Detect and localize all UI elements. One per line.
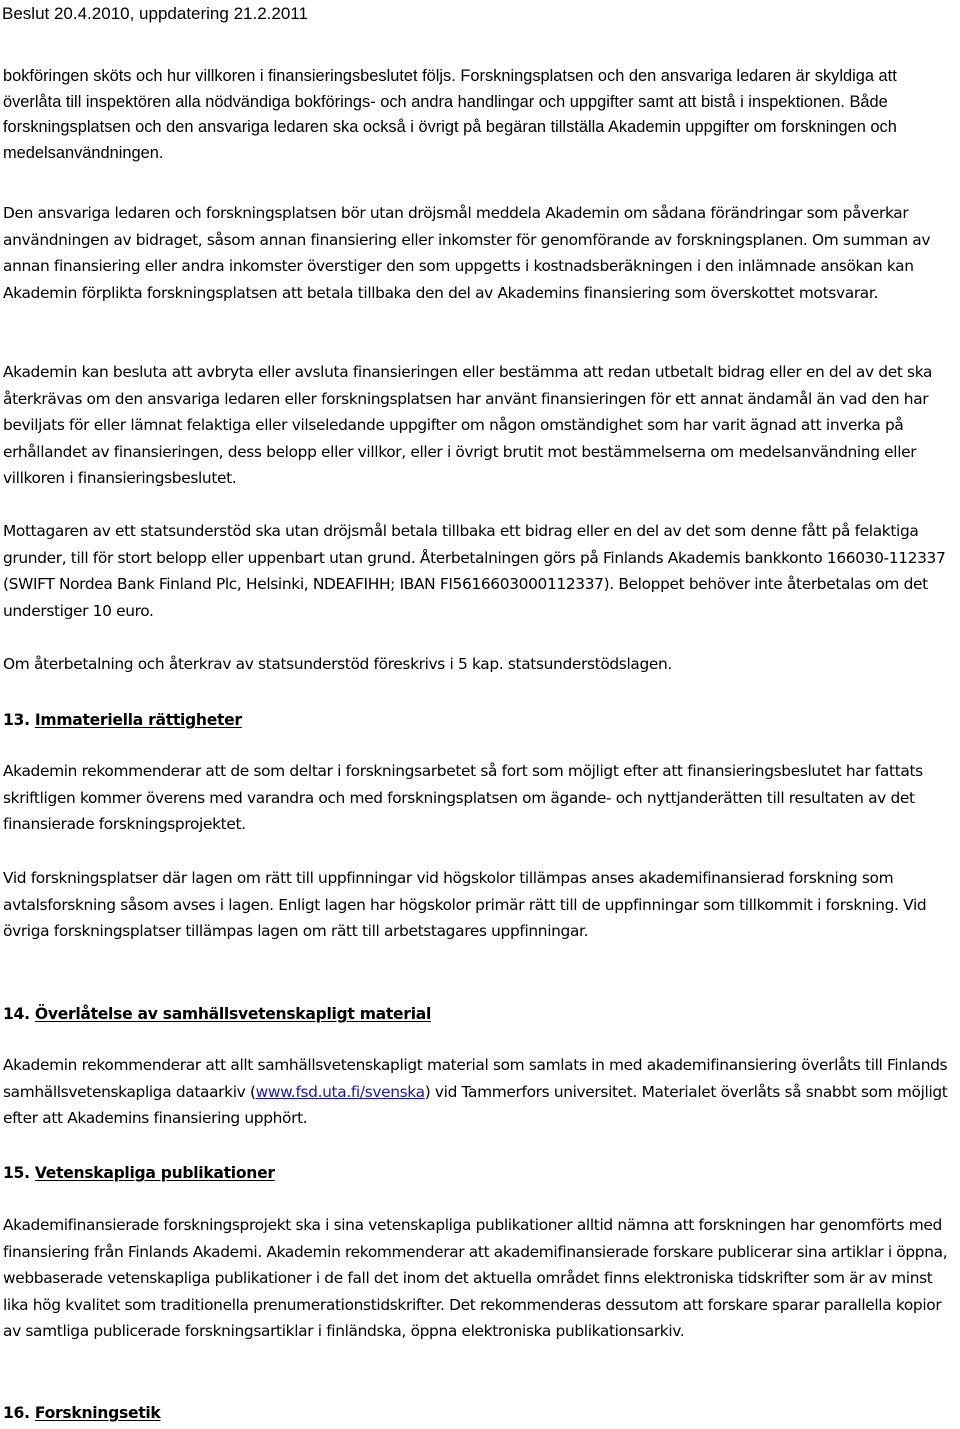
paragraph-text: ) vid Tammerfors universitet. Materialet överlåts så snabbt som möjligt efter att Akademins finansiering upphört.	[3, 1082, 948, 1127]
section-number: 14.	[3, 1005, 30, 1023]
paragraph-terminate-funding: Akademin kan besluta att avbryta eller avsluta finansieringen eller bestämma att redan utbetalt bidrag eller en del av det ska återkrävas om den ansvariga ledaren eller forskningsplatsen har använt finansieringen för ett annat ändamål än vad den har beviljats för eller lämnat felaktiga eller vilseledande uppgifter om någon omständighet som har varit ägnad att inverka på erhållandet av finansieringen, dess belopp eller villkor, eller i övrigt brutit mot bestämmelserna om medelsanvändning eller villkoren i finansieringsbeslutet.	[3, 363, 933, 487]
paragraph-notify-changes: Den ansvariga ledaren och forskningsplatsen bör utan dröjsmål meddela Akademin om sådana förändringar som påverkar användningen av bidraget, såsom annan finansiering eller inkomster för genomförande av forskningsplanen. Om summan av annan finansiering eller andra inkomster överstiger den som uppgetts i kostnadsberäkningen i den inlämnade ansökan kan Akademin förplikta forskningsplatsen att betala tillbaka den del av Akademins finansiering som överskottet motsvarar.	[3, 204, 931, 302]
section-title: Överlåtelse av samhällsvetenskapligt material	[34, 1005, 432, 1023]
paragraph-data-archive	[3, 1052, 958, 1132]
section-title: Immateriella rättigheter	[34, 711, 242, 729]
fsd-archive-link[interactable]: www.fsd.uta.fi/svenska	[255, 1082, 425, 1101]
section-heading-14	[3, 1003, 958, 1025]
section-number: 13.	[3, 711, 30, 729]
section-heading-15	[3, 1162, 958, 1184]
paragraph-ip-agreement: Akademin rekommenderar att de som deltar i forskningsarbetet så fort som möjligt efter att finansieringsbeslutet har fattats skriftligen kommer överens med varandra och med forskningsplatsen om ägande- och nyttjanderätten till resultaten av det finansierade forskningsprojektet.	[3, 762, 923, 833]
section-number: 16.	[3, 1404, 30, 1422]
paragraph-publications: Akademifinansierade forskningsprojekt ska i sina vetenskapliga publikationer alltid nämna att forskningen har genomförts med finansiering från Finlands Akademi. Akademin rekommenderar att akademifinansierade forskare publicerar sina artiklar i öppna, webbaserade vetenskapliga publikationer i de fall det inom det aktuella området finns elektroniska tidskrifter som är av minst lika hög kvalitet som traditionella prenumerationstidskrifter. Det rekommenderas dessutom att forskare sparar parallella kopior av samtliga publicerade forskningsartiklar i finländska, öppna elektroniska publikationsarkiv.	[3, 1216, 948, 1340]
paragraph-repayment-law: Om återbetalning och återkrav av statsunderstöd föreskrivs i 5 kap. statsunderstödslagen.	[3, 655, 672, 673]
paragraph-repayment: Mottagaren av ett statsunderstöd ska utan dröjsmål betala tillbaka ett bidrag eller en del av det som denne fått på felaktiga grunder, till för stort belopp eller uppenbart utan grund. Återbetalningen görs på Finlands Akademis bankkonto 166030-112337 (SWIFT Nordea Bank Finland Plc, Helsinki, NDEAFIHH; IBAN FI5616603000112337). Beloppet behöver inte återbetalas om det understiger 10 euro.	[3, 522, 946, 620]
section-title: Vetenskapliga publikationer	[34, 1164, 275, 1182]
section-heading-16	[3, 1402, 958, 1424]
paragraph-text: Akademin rekommenderar att allt samhällsvetenskapligt material som samlats in med akademifinansiering överlåts till Finlands samhällsvetenskapliga dataarkiv (	[3, 1056, 948, 1101]
section-number: 15.	[3, 1164, 30, 1182]
paragraph-inventions: Vid forskningsplatser där lagen om rätt till uppfinningar vid högskolor tillämpas anses akademifinansierad forskning som avtalsforskning såsom avses i lagen. Enligt lagen har högskolor primär rätt till de uppfinningar som tillkommit i forskning. Vid övriga forskningsplatser tillämpas lagen om rätt till arbetstagares uppfinningar.	[3, 869, 927, 940]
section-heading-13	[3, 709, 958, 731]
paragraph-bookkeeping: bokföringen sköts och hur villkoren i finansieringsbeslutet följs. Forskningsplatsen och den ansvariga ledaren är skyldiga att överlåta till inspektören alla nödvändiga bokförings- och andra handlingar och uppgifter samt att bistå i inspektionen. Både forskningsplatsen och den ansvariga ledaren ska också i övrigt på begäran tillställa Akademin uppgifter om forskningen och medelsanvändningen.	[3, 67, 897, 162]
page-header: Beslut 20.4.2010, uppdatering 21.2.2011	[2, 4, 308, 23]
section-title: Forskningsetik	[34, 1404, 161, 1422]
